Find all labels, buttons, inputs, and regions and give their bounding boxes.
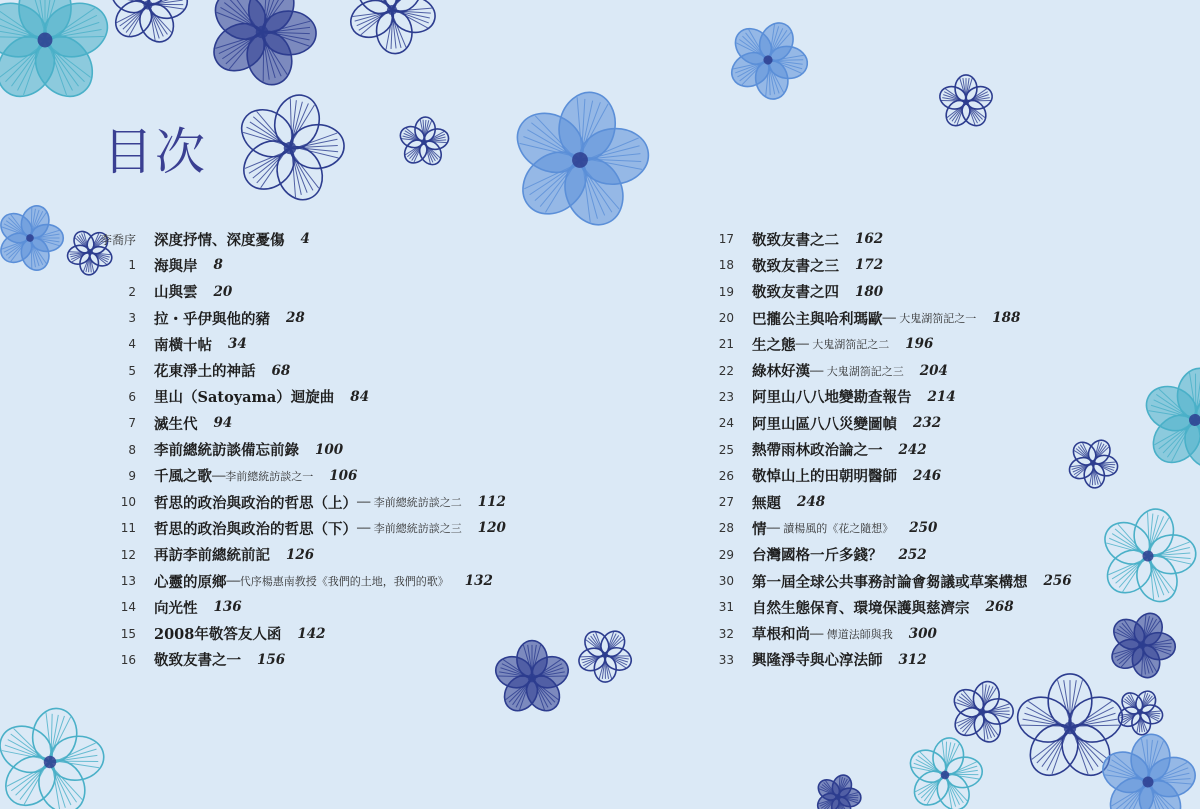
toc-entry: [690, 568, 1170, 594]
entry-title: 台灣國格一斤多錢？: [752, 547, 883, 565]
flower-icon: [937, 75, 995, 130]
toc-entry: [690, 489, 1170, 515]
entry-page-number: 268: [985, 599, 1014, 616]
toc-entry: [690, 357, 1170, 383]
toc-entry: [690, 279, 1170, 305]
entry-number: 5: [128, 363, 136, 378]
flower-icon: [0, 0, 114, 107]
toc-entry: [690, 463, 1170, 489]
entry-page-number: 248: [797, 494, 826, 511]
toc-entry: [690, 515, 1170, 541]
toc-entry: [92, 463, 612, 489]
entry-title: 情: [752, 520, 767, 538]
toc-left-column: [92, 226, 612, 673]
flower-icon: [219, 81, 360, 218]
entry-title: 李前總統訪談備忘前錄: [154, 442, 299, 460]
entry-title: 阿里山八八地變勘查報告: [752, 389, 912, 407]
toc-entry: [92, 305, 612, 331]
entry-title: 敬悼山上的田朝明醫師: [752, 468, 897, 486]
entry-page-number: 196: [905, 336, 934, 353]
entry-page-number: 8: [213, 257, 223, 274]
entry-title: 無題: [752, 494, 781, 512]
toc-entry: [690, 594, 1170, 620]
entry-page-number: 204: [919, 362, 948, 379]
flower-icon: [328, 0, 454, 73]
entry-number: 27: [718, 495, 734, 510]
toc-entry: [92, 384, 612, 410]
entry-number: 23: [718, 389, 734, 404]
entry-title: 綠林好漢: [752, 363, 810, 381]
entry-page-number: 250: [909, 520, 938, 537]
entry-title: 敬致友書之三: [752, 257, 839, 275]
entry-number: 20: [718, 311, 734, 326]
entry-title: 興隆淨寺與心淳法師: [752, 652, 883, 670]
flower-icon: [99, 0, 197, 53]
entry-page-number: 188: [992, 310, 1021, 327]
entry-number: 17: [718, 232, 734, 247]
entry-number: 22: [718, 363, 734, 378]
toc-entry: [92, 620, 612, 646]
entry-page-number: 20: [213, 283, 233, 300]
flower-icon: [493, 78, 667, 246]
entry-number: 25: [718, 442, 734, 457]
page-title: 目次: [103, 123, 207, 181]
entry-page-number: 136: [213, 599, 242, 616]
toc-entry: [92, 542, 612, 568]
toc-right-column: [690, 226, 1170, 673]
toc-entry: [690, 410, 1170, 436]
entry-number: 13: [120, 574, 136, 588]
entry-number: 19: [718, 284, 734, 299]
entry-title: 敬致友書之一: [154, 652, 241, 670]
entry-number: 18: [718, 258, 734, 273]
toc-entry: [690, 384, 1170, 410]
entry-page-number: 112: [477, 494, 506, 511]
entry-page-number: 256: [1043, 573, 1072, 589]
toc-entry: [690, 226, 1170, 252]
entry-title: 里山（Satoyama）迴旋曲: [154, 389, 335, 407]
entry-number: 4: [128, 337, 136, 352]
entry-page-number: 312: [898, 651, 927, 668]
entry-page-number: 4: [300, 231, 310, 248]
entry-title: 千風之歌: [154, 468, 212, 486]
toc-entry: [690, 305, 1170, 331]
toc-entry: [690, 620, 1170, 646]
entry-page-number: 68: [271, 362, 291, 379]
toc-entry: [92, 647, 612, 673]
entry-subtitle: ── 大鬼湖箚記之一: [882, 312, 977, 326]
flower-icon: [0, 195, 74, 282]
toc-entry: [92, 226, 612, 252]
toc-entry: [92, 515, 612, 541]
entry-page-number: 120: [477, 520, 506, 537]
entry-title: 巴攏公主與哈利瑪歐: [752, 310, 883, 328]
entry-page-number: 156: [257, 651, 286, 668]
entry-title: 阿里山區八八災變圖幀: [752, 415, 897, 433]
flower-icon: [941, 673, 1023, 753]
entry-number: 28: [718, 521, 734, 536]
entry-subtitle: ── 大鬼湖箚記之二: [795, 338, 890, 352]
entry-number: 7: [128, 416, 136, 431]
entry-title: 海與岸: [154, 257, 198, 275]
entry-number: 14: [120, 600, 136, 615]
entry-title: 生之態: [752, 336, 796, 354]
entry-title: 敬致友書之四: [752, 284, 839, 302]
toc-entry: [92, 331, 612, 357]
flower-icon: [188, 0, 335, 105]
flower-icon: [395, 115, 453, 171]
entry-number: 30: [718, 574, 734, 588]
entry-title: 拉・乎伊與他的豬: [154, 310, 270, 328]
entry-subtitle: ── 大鬼湖箚記之三: [810, 364, 904, 378]
entry-subtitle: ── 李前總統訪談之三: [357, 522, 462, 536]
entry-number: 16: [120, 652, 136, 667]
entry-number: 24: [718, 416, 734, 431]
toc-entry: [690, 252, 1170, 278]
entry-title: 熱帶雨林政治論之一: [752, 442, 883, 460]
entry-title: 花東淨土的神話: [154, 363, 256, 381]
entry-number: 6: [128, 389, 136, 404]
toc-entry: [92, 357, 612, 383]
toc-entry: [92, 594, 612, 620]
flower-icon: [0, 699, 117, 809]
entry-title: 第一屆全球公共事務討論會芻議或草案構想: [752, 573, 1028, 591]
toc-entry: [690, 542, 1170, 568]
entry-page-number: 132: [464, 573, 493, 589]
entry-number: 15: [120, 626, 136, 641]
entry-page-number: 300: [908, 625, 937, 642]
entry-title: 哲思的政治與政治的哲思（下）: [154, 520, 357, 538]
entry-number: 26: [718, 468, 734, 483]
entry-title: 滅生代: [154, 415, 198, 433]
entry-page-number: 100: [315, 441, 344, 458]
entry-page-number: 28: [286, 310, 305, 327]
entry-page-number: 252: [898, 546, 927, 563]
entry-title: 心靈的原鄉: [154, 573, 227, 591]
entry-title: 再訪李前總統前記: [154, 547, 270, 565]
entry-title: 深度抒情、深度憂傷: [154, 231, 285, 249]
entry-title: 自然生態保育、環境保護與慈濟宗: [752, 599, 970, 617]
entry-number: 32: [718, 626, 734, 641]
toc-entry: [690, 436, 1170, 462]
toc-entry: [92, 252, 612, 278]
entry-subtitle: ── 傳道法師與我: [810, 627, 893, 641]
entry-number: 29: [718, 547, 734, 562]
entry-number: 2: [128, 284, 136, 299]
entry-title: 2008年敬答友人函: [154, 626, 282, 644]
toc-entry: [690, 331, 1170, 357]
flower-icon: [807, 767, 869, 809]
entry-page-number: 242: [898, 441, 927, 458]
toc-entry: [92, 568, 612, 594]
entry-title: 向光性: [154, 599, 198, 617]
entry-page-number: 214: [927, 388, 956, 405]
entry-number: 11: [120, 521, 136, 536]
entry-number: 9: [128, 468, 136, 483]
entry-number: 31: [718, 600, 734, 615]
flower-icon: [899, 731, 992, 809]
toc-entry: [92, 489, 612, 515]
entry-subtitle: ── 李前總統訪談之二: [357, 496, 462, 510]
entry-title: 敬致友書之二: [752, 231, 839, 249]
entry-page-number: 142: [297, 625, 326, 642]
entry-number: 12: [120, 547, 136, 562]
entry-number: 李喬序: [99, 232, 136, 247]
entry-number: 1: [128, 258, 136, 273]
entry-page-number: 126: [286, 546, 315, 563]
entry-page-number: 180: [855, 283, 884, 300]
entry-number: 21: [718, 337, 734, 352]
entry-page-number: 84: [350, 388, 370, 405]
entry-title: 山與雲: [154, 284, 198, 302]
entry-title: 草根和尚: [752, 626, 810, 644]
entry-number: 10: [120, 495, 136, 510]
entry-title: 南橫十帖: [154, 336, 212, 354]
toc-entry: [690, 647, 1170, 673]
flower-icon: [1107, 680, 1173, 745]
entry-page-number: 246: [913, 467, 942, 484]
entry-page-number: 172: [855, 257, 884, 274]
entry-subtitle: ──代序楊惠南教授《我們的土地，我們的歌》: [226, 575, 449, 588]
entry-number: 3: [128, 311, 136, 326]
entry-number: 33: [718, 652, 734, 667]
flower-icon: [1092, 729, 1200, 809]
flower-icon: [712, 6, 823, 115]
entry-page-number: 162: [855, 231, 884, 248]
entry-number: 8: [128, 442, 136, 457]
entry-page-number: 106: [329, 467, 358, 484]
toc-entry: [92, 410, 612, 436]
entry-page-number: 94: [213, 415, 233, 432]
entry-subtitle: ──李前總統訪談之一: [212, 469, 314, 483]
entry-page-number: 232: [913, 415, 942, 432]
entry-title: 哲思的政治與政治的哲思（上）: [154, 494, 357, 512]
entry-subtitle: ── 讀楊風的《花之隨想》: [766, 522, 894, 536]
toc-entry: [92, 279, 612, 305]
toc-entry: [92, 436, 612, 462]
entry-page-number: 34: [228, 336, 247, 353]
